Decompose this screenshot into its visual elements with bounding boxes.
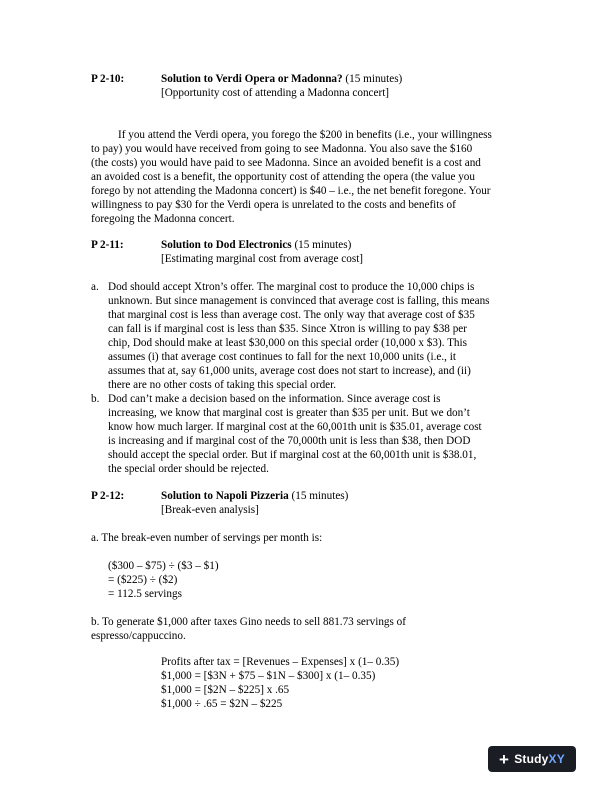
plus-icon: + bbox=[499, 749, 510, 769]
breakeven-line: = 112.5 servings bbox=[108, 588, 182, 600]
p210-title bbox=[161, 72, 402, 86]
p210-body-line: forego by not attending the Madonna concert) is $40 – i.e., the net benefit foregone. Your bbox=[91, 185, 491, 197]
profits-line: $1,000 = [$3N + $75 – $1N – $300] x (1– 0.35) bbox=[161, 670, 376, 682]
p211-title-bold: Solution to Dod Electronics bbox=[161, 239, 292, 251]
p210-body-line: willingness to pay $30 for the Verdi opera is unrelated to the costs and benefits of bbox=[91, 199, 456, 211]
p211-item-a-marker: a. bbox=[91, 281, 99, 293]
p210-title-bold: Solution to Verdi Opera or Madonna? bbox=[161, 73, 343, 85]
p210-subtitle: [Opportunity cost of attending a Madonna concert] bbox=[161, 87, 390, 99]
p210-body-line: an avoided cost is a benefit, the opportunity cost of attending the opera (the value you bbox=[91, 171, 475, 183]
p211-item-b-line: should accept the special order. But if marginal cost at the 60,001th unit is $38.01, bbox=[108, 449, 477, 461]
logo-text-accent: XY bbox=[548, 752, 565, 766]
p211-item-a-line: assumes that at, say 61,000 units, average cost does not start to increase), and (ii) bbox=[108, 365, 471, 377]
p212-item-b-line: b. To generate $1,000 after taxes Gino needs to sell 881.73 servings of bbox=[91, 616, 406, 628]
p211-title bbox=[161, 238, 351, 252]
p212-number: P 2-12: bbox=[91, 490, 125, 502]
p211-item-b-line: know how much larger. If marginal cost at the 60,001th unit is $35.01, average cost bbox=[108, 421, 482, 433]
p210-number: P 2-10: bbox=[91, 73, 125, 85]
p211-item-b-line: is increasing and if marginal cost of the 70,000th unit is less than $38, then DOD bbox=[108, 435, 471, 447]
breakeven-line: = ($225) ÷ ($2) bbox=[108, 574, 178, 586]
p211-item-a-line: assumes (i) that average cost continues to fall for the next 10,000 units (i.e., it bbox=[108, 351, 456, 363]
p211-title-time: (15 minutes) bbox=[291, 239, 352, 251]
profits-line: $1,000 ÷ .65 = $2N – $225 bbox=[161, 698, 283, 710]
p212-profits-calc bbox=[161, 655, 399, 711]
p210-body-line: to pay) you would have received from going to see Madonna. You also save the $160 bbox=[91, 143, 473, 155]
p211-item-a-line: unknown. But since management is convinced that average cost is falling, this means bbox=[108, 295, 490, 307]
p210-body-line: foregoing the Madonna concert. bbox=[91, 213, 235, 225]
p211-item-a-line: Dod should accept Xtron’s offer. The marginal cost to produce the 10,000 chips is bbox=[108, 281, 475, 293]
profits-line: Profits after tax = [Revenues – Expenses] x (1– 0.35) bbox=[161, 656, 400, 668]
p211-item-b-line: the special order should be rejected. bbox=[108, 463, 269, 475]
logo-text-main: Study bbox=[514, 752, 549, 766]
p210-body-line: If you attend the Verdi opera, you forego the $200 in benefits (i.e., your willingness bbox=[118, 129, 492, 141]
p210-body-line: (the costs) you would have paid to see Madonna. Since an avoided benefit is a cost and bbox=[91, 157, 481, 169]
p212-item-b-line: espresso/cappuccino. bbox=[91, 630, 186, 642]
logo-text bbox=[514, 752, 565, 766]
p212-title-bold: Solution to Napoli Pizzeria bbox=[161, 490, 289, 502]
p211-item-a-line: chip, Dod should make at least $30,000 on this special order (10,000 x $3). This bbox=[108, 337, 467, 349]
p210-body bbox=[91, 128, 522, 226]
p211-item-a-line: can fall is if marginal cost is less than $35. Since Xtron is willing to pay $38 per bbox=[108, 323, 467, 335]
p211-subtitle: [Estimating marginal cost from average cost] bbox=[161, 253, 364, 265]
p211-number: P 2-11: bbox=[91, 239, 124, 251]
p211-item-a-line: that marginal cost is less than average cost. The only way that average cost of $35 bbox=[108, 309, 475, 321]
p212-subtitle: [Break-even analysis] bbox=[161, 504, 259, 516]
p211-item-b-line: Dod can’t make a decision based on the information. Since average cost is bbox=[108, 393, 441, 405]
p210-title-time: (15 minutes) bbox=[342, 73, 403, 85]
p212-title bbox=[161, 489, 348, 503]
studyxy-logo bbox=[488, 746, 576, 772]
p211-item-a-line: there are no other costs of taking this special order. bbox=[108, 379, 337, 391]
p212-title-time: (15 minutes) bbox=[288, 490, 349, 502]
breakeven-line: ($300 – $75) ÷ ($3 – $1) bbox=[108, 560, 219, 572]
p212-item-a: a. The break-even number of servings per month is: bbox=[91, 532, 323, 544]
p211-item-b-marker: b. bbox=[91, 393, 100, 405]
p212-breakeven-calc bbox=[108, 559, 219, 601]
p211-item-b-line: increasing, we know that marginal cost is greater than $35 per unit. But we don’t bbox=[108, 407, 470, 419]
profits-line: $1,000 = [$2N – $225] x .65 bbox=[161, 684, 290, 696]
